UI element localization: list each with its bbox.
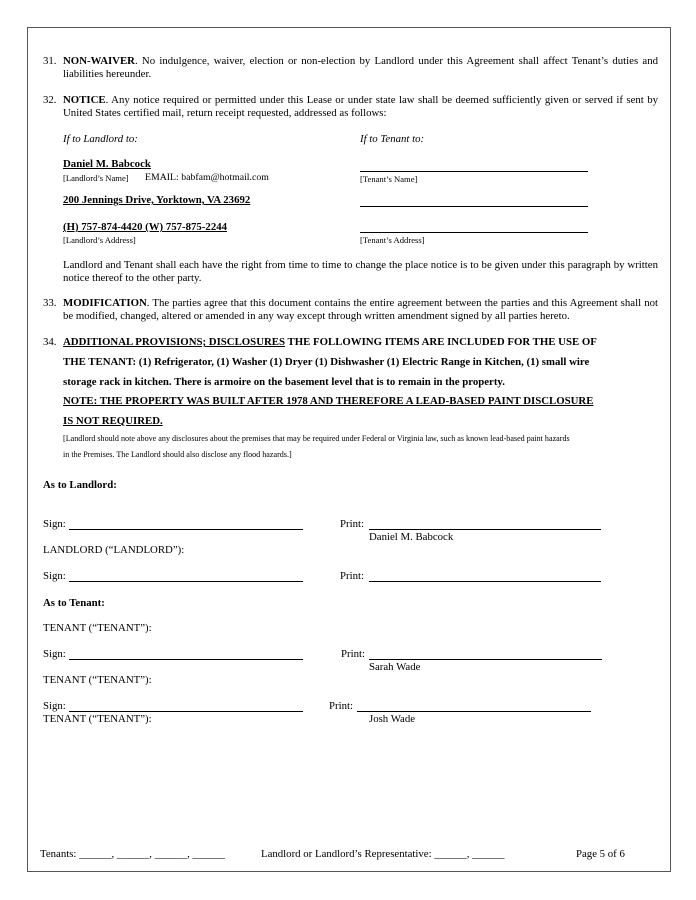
if-to-landlord: If to Landlord to: xyxy=(63,133,138,145)
tenant-2-print-name: Josh Wade xyxy=(369,713,416,725)
tenant-print-line-2[interactable] xyxy=(357,711,591,712)
tenant-sign-line-2[interactable] xyxy=(69,711,303,712)
landlord-sign-line-2[interactable] xyxy=(69,581,303,582)
landlord-address: 200 Jennings Drive, Yorktown, VA 23692 xyxy=(63,194,251,206)
tenant-1-print-name: Sarah Wade xyxy=(369,661,421,673)
as-to-tenant-heading: As to Tenant: xyxy=(43,597,105,609)
landlord-print-line-1[interactable] xyxy=(369,529,601,530)
section-heading: NOTICE xyxy=(63,94,106,106)
footer-landlord-initials: Landlord or Landlord’s Representative: ______, ______ xyxy=(261,848,505,860)
section-34-line-3: storage rack in kitchen. There is armoire on the basement level that is to remain in the property. xyxy=(63,376,505,388)
section-number: 31. xyxy=(43,55,57,67)
landlord-caption: LANDLORD (“LANDLORD”): xyxy=(43,544,185,556)
tenant-name-line xyxy=(360,171,588,172)
tenant-address-label: [Tenant’s Address] xyxy=(360,235,425,245)
section-number: 34. xyxy=(43,336,57,348)
sign-label: Sign: xyxy=(43,700,66,712)
landlord-email: EMAIL: babfam@hotmail.com xyxy=(145,172,269,183)
tenant-address-line-1 xyxy=(360,206,588,207)
section-heading: ADDITIONAL PROVISIONS; DISCLOSURES xyxy=(63,336,285,348)
page-number: Page 5 of 6 xyxy=(576,848,625,860)
section-number: 32. xyxy=(43,94,57,106)
landlord-sign-line-1[interactable] xyxy=(69,529,303,530)
print-label: Print: xyxy=(340,570,364,582)
disclosure-note-1: [Landlord should note above any disclosures about the premises that may be required under Federal or Virginia law, such as known lead-based paint hazards xyxy=(63,434,570,443)
tenant-caption: TENANT (“TENANT”): xyxy=(43,622,152,634)
print-label: Print: xyxy=(340,518,364,530)
lead-paint-note-2: IS NOT REQUIRED. xyxy=(63,415,163,427)
landlord-print-line-2[interactable] xyxy=(369,581,601,582)
print-label: Print: xyxy=(329,700,353,712)
tenant-caption: TENANT (“TENANT”): xyxy=(43,674,152,686)
landlord-address-label: [Landlord’s Address] xyxy=(63,235,136,245)
section-text: . No indulgence, waiver, election or non-election by Landlord under this Agreement shall affect Tenant’s duties and liabilities hereunder. xyxy=(63,55,658,80)
disclosure-note-2: in the Premises. The Landlord should also disclose any flood hazards.] xyxy=(63,450,292,459)
tenant-address-line-2 xyxy=(360,232,588,233)
section-heading: NON-WAIVER xyxy=(63,55,135,67)
sign-label: Sign: xyxy=(43,570,66,582)
section-text: . Any notice required or permitted under this Lease or under state law shall be deemed sufficiently given or served if sent by United States certified mail, return receipt requested, addressed as follows: xyxy=(63,94,658,119)
landlord-name: Daniel M. Babcock xyxy=(63,158,151,170)
tenant-sign-line-1[interactable] xyxy=(69,659,303,660)
as-to-landlord-heading: As to Landlord: xyxy=(43,479,117,491)
if-to-tenant: If to Tenant to: xyxy=(360,133,425,145)
sign-label: Sign: xyxy=(43,648,66,660)
section-number: 33. xyxy=(43,297,57,309)
landlord-print-name: Daniel M. Babcock xyxy=(369,531,454,543)
section-text: . The parties agree that this document contains the entire agreement between the parties and this Agreement shall not be modified, changed, altered or amended in any way except through written amendment signed by all parties hereto. xyxy=(63,297,658,322)
section-heading: MODIFICATION xyxy=(63,297,147,309)
sign-label: Sign: xyxy=(43,518,66,530)
tenant-name-label: [Tenant’s Name] xyxy=(360,174,418,184)
section-31 xyxy=(43,55,658,81)
landlord-phones: (H) 757-874-4420 (W) 757-875-2244 xyxy=(63,221,228,233)
section-34-line-1: ADDITIONAL PROVISIONS; DISCLOSURES THE FOLLOWING ITEMS ARE INCLUDED FOR THE USE OF xyxy=(63,336,597,348)
section-33 xyxy=(43,297,658,323)
landlord-name-label: [Landlord’s Name] xyxy=(63,173,129,183)
section-32 xyxy=(43,94,658,120)
print-label: Print: xyxy=(341,648,365,660)
tenant-print-line-1[interactable] xyxy=(369,659,602,660)
footer-tenant-initials: Tenants: ______, ______, ______, ______ xyxy=(40,848,225,860)
tenant-caption: TENANT (“TENANT”): xyxy=(43,713,152,725)
change-notice-text: Landlord and Tenant shall each have the right from time to time to change the place notice is to be given under this paragraph by written notice thereof to the other party. xyxy=(63,259,658,284)
lead-paint-note: NOTE: THE PROPERTY WAS BUILT AFTER 1978 AND THEREFORE A LEAD-BASED PAINT DISCLOSURE xyxy=(63,395,594,407)
section-34-line-2: THE TENANT: (1) Refrigerator, (1) Washer (1) Dryer (1) Dishwasher (1) Electric Range in Kitchen, (1) small wire xyxy=(63,356,590,368)
